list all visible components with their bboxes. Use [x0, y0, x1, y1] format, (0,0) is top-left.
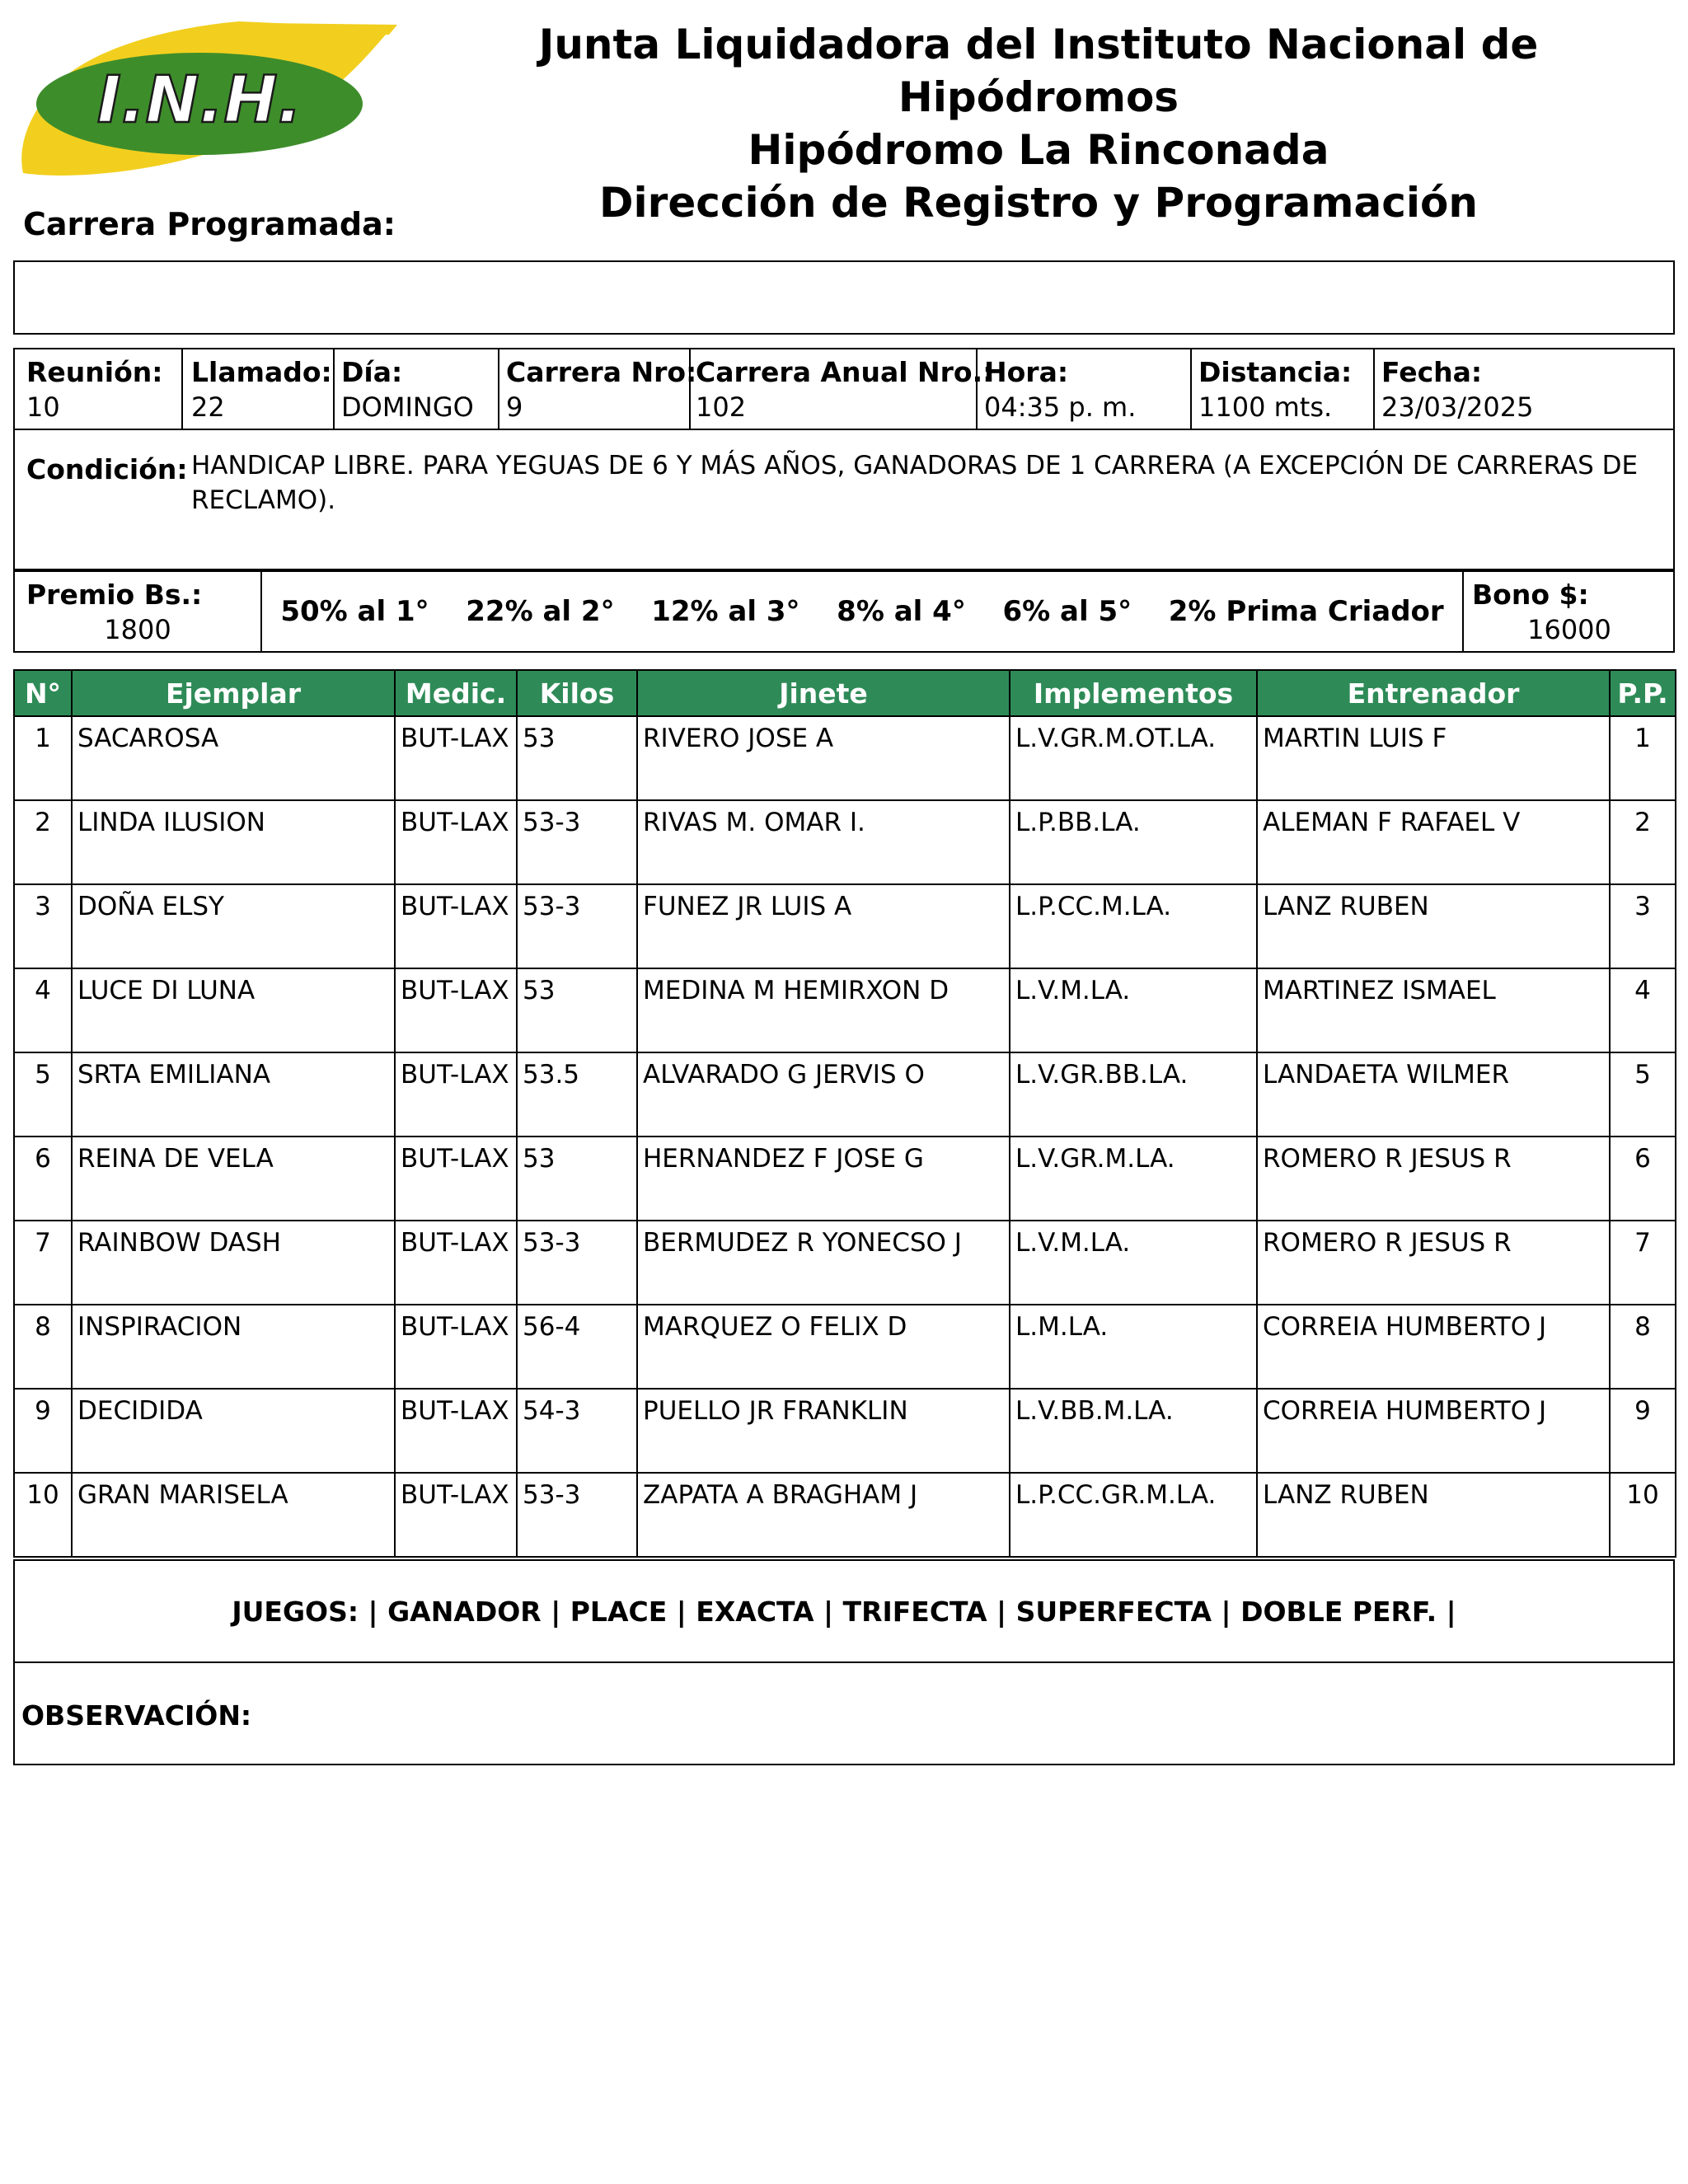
cell-medic: BUT-LAX — [395, 716, 517, 800]
cell-n: 1 — [14, 716, 72, 800]
cell-implementos: L.V.GR.BB.LA. — [1010, 1052, 1257, 1137]
premio-prima-criador: 2% Prima Criador — [1168, 595, 1444, 628]
cell-jinete: RIVAS M. OMAR I. — [637, 800, 1010, 884]
inh-logo — [16, 18, 404, 183]
cell-n: 7 — [14, 1221, 72, 1305]
distancia-value: 1100 mts. — [1198, 391, 1333, 423]
col-header-jinete: Jinete — [637, 670, 1010, 716]
cell-ejemplar: LINDA ILUSION — [72, 800, 395, 884]
cell-n: 9 — [14, 1389, 72, 1473]
col-header-entrenador: Entrenador — [1257, 670, 1610, 716]
race-info-row — [13, 348, 1675, 430]
cell-medic: BUT-LAX — [395, 1473, 517, 1557]
table-row — [14, 800, 1676, 884]
hora-value: 04:35 p. m. — [984, 391, 1137, 423]
cell-implementos: L.V.M.LA. — [1010, 1221, 1257, 1305]
cell-entrenador: ROMERO R JESUS R — [1257, 1137, 1610, 1221]
col-header-implementos: Implementos — [1010, 670, 1257, 716]
header-line-3: Dirección de Registro y Programación — [599, 179, 1478, 227]
reunion-value: 10 — [26, 391, 60, 423]
entries-table — [13, 669, 1676, 1558]
cell-ejemplar: GRAN MARISELA — [72, 1473, 395, 1557]
juegos-box — [13, 1559, 1675, 1663]
cell-n: 4 — [14, 968, 72, 1052]
carrera-nro-value: 9 — [506, 391, 523, 423]
bono-value: 16000 — [1527, 614, 1611, 645]
cell-ejemplar: DECIDIDA — [72, 1389, 395, 1473]
cell-ejemplar: SRTA EMILIANA — [72, 1052, 395, 1137]
cell-jinete: RIVERO JOSE A — [637, 716, 1010, 800]
table-row — [14, 1389, 1676, 1473]
cell-implementos: L.P.BB.LA. — [1010, 800, 1257, 884]
cell-kilos: 53 — [517, 968, 637, 1052]
carrera-anual-cell — [691, 349, 994, 429]
cell-entrenador: CORREIA HUMBERTO J — [1257, 1389, 1610, 1473]
llamado-cell — [183, 349, 335, 429]
premio-value: 1800 — [104, 614, 171, 645]
cell-implementos: L.M.LA. — [1010, 1305, 1257, 1389]
dia-cell — [335, 349, 499, 429]
fecha-value: 23/03/2025 — [1381, 391, 1534, 423]
distancia-cell — [1192, 349, 1375, 429]
carrera-programada-label: Carrera Programada: — [23, 206, 396, 242]
cell-kilos: 53.5 — [517, 1052, 637, 1137]
col-header-n: N° — [14, 670, 72, 716]
cell-pp: 10 — [1610, 1473, 1676, 1557]
cell-medic: BUT-LAX — [395, 884, 517, 968]
condicion-row — [13, 430, 1675, 570]
carrera-nro-label: Carrera Nro: — [506, 356, 697, 388]
fecha-cell — [1375, 349, 1673, 429]
table-row — [14, 968, 1676, 1052]
cell-pp: 9 — [1610, 1389, 1676, 1473]
fecha-label: Fecha: — [1381, 356, 1483, 388]
header-titles — [396, 18, 1681, 229]
cell-entrenador: ROMERO R JESUS R — [1257, 1221, 1610, 1305]
cell-kilos: 53-3 — [517, 884, 637, 968]
reunion-cell — [15, 349, 183, 429]
cell-jinete: FUNEZ JR LUIS A — [637, 884, 1010, 968]
col-header-medic: Medic. — [395, 670, 517, 716]
llamado-value: 22 — [191, 391, 225, 423]
observacion-label: OBSERVACIÓN: — [21, 1699, 252, 1732]
cell-ejemplar: INSPIRACION — [72, 1305, 395, 1389]
cell-entrenador: LANZ RUBEN — [1257, 1473, 1610, 1557]
premio-cell — [15, 572, 262, 651]
cell-pp: 6 — [1610, 1137, 1676, 1221]
premio-dist-4: 8% al 4° — [837, 595, 966, 628]
cell-pp: 4 — [1610, 968, 1676, 1052]
cell-implementos: L.V.GR.M.OT.LA. — [1010, 716, 1257, 800]
cell-jinete: HERNANDEZ F JOSE G — [637, 1137, 1010, 1221]
col-header-ejemplar: Ejemplar — [72, 670, 395, 716]
table-row — [14, 1473, 1676, 1557]
cell-implementos: L.V.M.LA. — [1010, 968, 1257, 1052]
cell-ejemplar: DOÑA ELSY — [72, 884, 395, 968]
cell-n: 2 — [14, 800, 72, 884]
table-row — [14, 1221, 1676, 1305]
cell-kilos: 53 — [517, 716, 637, 800]
table-row — [14, 1305, 1676, 1389]
cell-implementos: L.V.BB.M.LA. — [1010, 1389, 1257, 1473]
header-line-1: Junta Liquidadora del Instituto Nacional de Hipódromos — [538, 21, 1539, 121]
cell-n: 10 — [14, 1473, 72, 1557]
cell-entrenador: LANZ RUBEN — [1257, 884, 1610, 968]
cell-medic: BUT-LAX — [395, 1305, 517, 1389]
cell-kilos: 53-3 — [517, 800, 637, 884]
juegos-text: JUEGOS: | GANADOR | PLACE | EXACTA | TRIFECTA | SUPERFECTA | DOBLE PERF. | — [232, 1595, 1456, 1628]
cell-entrenador: MARTINEZ ISMAEL — [1257, 968, 1610, 1052]
table-row — [14, 1137, 1676, 1221]
hora-cell — [978, 349, 1192, 429]
cell-entrenador: MARTIN LUIS F — [1257, 716, 1610, 800]
cell-medic: BUT-LAX — [395, 800, 517, 884]
cell-kilos: 54-3 — [517, 1389, 637, 1473]
cell-jinete: PUELLO JR FRANKLIN — [637, 1389, 1010, 1473]
condicion-label: Condición: — [26, 453, 188, 485]
cell-ejemplar: REINA DE VELA — [72, 1137, 395, 1221]
table-row — [14, 1052, 1676, 1137]
cell-kilos: 53-3 — [517, 1221, 637, 1305]
cell-implementos: L.P.CC.GR.M.LA. — [1010, 1473, 1257, 1557]
table-row — [14, 884, 1676, 968]
cell-kilos: 53 — [517, 1137, 637, 1221]
premio-label: Premio Bs.: — [26, 579, 203, 611]
premio-dist-2: 22% al 2° — [466, 595, 615, 628]
carrera-anual-label: Carrera Anual Nro.: — [696, 356, 994, 388]
premio-dist-5: 6% al 5° — [1002, 595, 1132, 628]
premio-distribution — [262, 572, 1462, 651]
hora-label: Hora: — [984, 356, 1069, 388]
cell-ejemplar: SACAROSA — [72, 716, 395, 800]
cell-implementos: L.V.GR.M.LA. — [1010, 1137, 1257, 1221]
carrera-programada-box — [13, 260, 1675, 335]
cell-ejemplar: LUCE DI LUNA — [72, 968, 395, 1052]
cell-medic: BUT-LAX — [395, 1052, 517, 1137]
bono-label: Bono $: — [1472, 579, 1589, 611]
bono-cell — [1462, 572, 1675, 651]
carrera-nro-cell — [499, 349, 697, 429]
premio-dist-3: 12% al 3° — [651, 595, 800, 628]
cell-n: 6 — [14, 1137, 72, 1221]
dia-label: Día: — [341, 356, 403, 388]
cell-implementos: L.P.CC.M.LA. — [1010, 884, 1257, 968]
dia-value: DOMINGO — [341, 391, 474, 423]
cell-entrenador: ALEMAN F RAFAEL V — [1257, 800, 1610, 884]
cell-pp: 5 — [1610, 1052, 1676, 1137]
cell-kilos: 53-3 — [517, 1473, 637, 1557]
cell-ejemplar: RAINBOW DASH — [72, 1221, 395, 1305]
observacion-box — [13, 1661, 1675, 1765]
cell-jinete: MEDINA M HEMIRXON D — [637, 968, 1010, 1052]
cell-pp: 8 — [1610, 1305, 1676, 1389]
cell-pp: 2 — [1610, 800, 1676, 884]
logo-text: I.N.H. — [96, 63, 302, 138]
table-header-row — [14, 670, 1676, 716]
carrera-anual-value: 102 — [696, 391, 747, 423]
cell-medic: BUT-LAX — [395, 968, 517, 1052]
header-line-2: Hipódromo La Rinconada — [748, 126, 1329, 174]
col-header-pp: P.P. — [1610, 670, 1676, 716]
cell-n: 5 — [14, 1052, 72, 1137]
cell-jinete: ALVARADO G JERVIS O — [637, 1052, 1010, 1137]
cell-medic: BUT-LAX — [395, 1137, 517, 1221]
reunion-label: Reunión: — [26, 356, 163, 388]
cell-entrenador: CORREIA HUMBERTO J — [1257, 1305, 1610, 1389]
cell-jinete: BERMUDEZ R YONECSO J — [637, 1221, 1010, 1305]
cell-medic: BUT-LAX — [395, 1221, 517, 1305]
premio-dist-1: 50% al 1° — [280, 595, 429, 628]
cell-medic: BUT-LAX — [395, 1389, 517, 1473]
cell-entrenador: LANDAETA WILMER — [1257, 1052, 1610, 1137]
cell-kilos: 56-4 — [517, 1305, 637, 1389]
cell-pp: 1 — [1610, 716, 1676, 800]
condicion-text: HANDICAP LIBRE. PARA YEGUAS DE 6 Y MÁS AÑOS, GANADORAS DE 1 CARRERA (A EXCEPCIÓN DE CARRERAS DE RECLAMO). — [191, 451, 1639, 515]
col-header-kilos: Kilos — [517, 670, 637, 716]
cell-pp: 7 — [1610, 1221, 1676, 1305]
premio-row — [13, 570, 1675, 653]
llamado-label: Llamado: — [191, 356, 332, 388]
cell-jinete: MARQUEZ O FELIX D — [637, 1305, 1010, 1389]
distancia-label: Distancia: — [1198, 356, 1353, 388]
cell-n: 3 — [14, 884, 72, 968]
cell-pp: 3 — [1610, 884, 1676, 968]
cell-n: 8 — [14, 1305, 72, 1389]
table-row — [14, 716, 1676, 800]
cell-jinete: ZAPATA A BRAGHAM J — [637, 1473, 1010, 1557]
